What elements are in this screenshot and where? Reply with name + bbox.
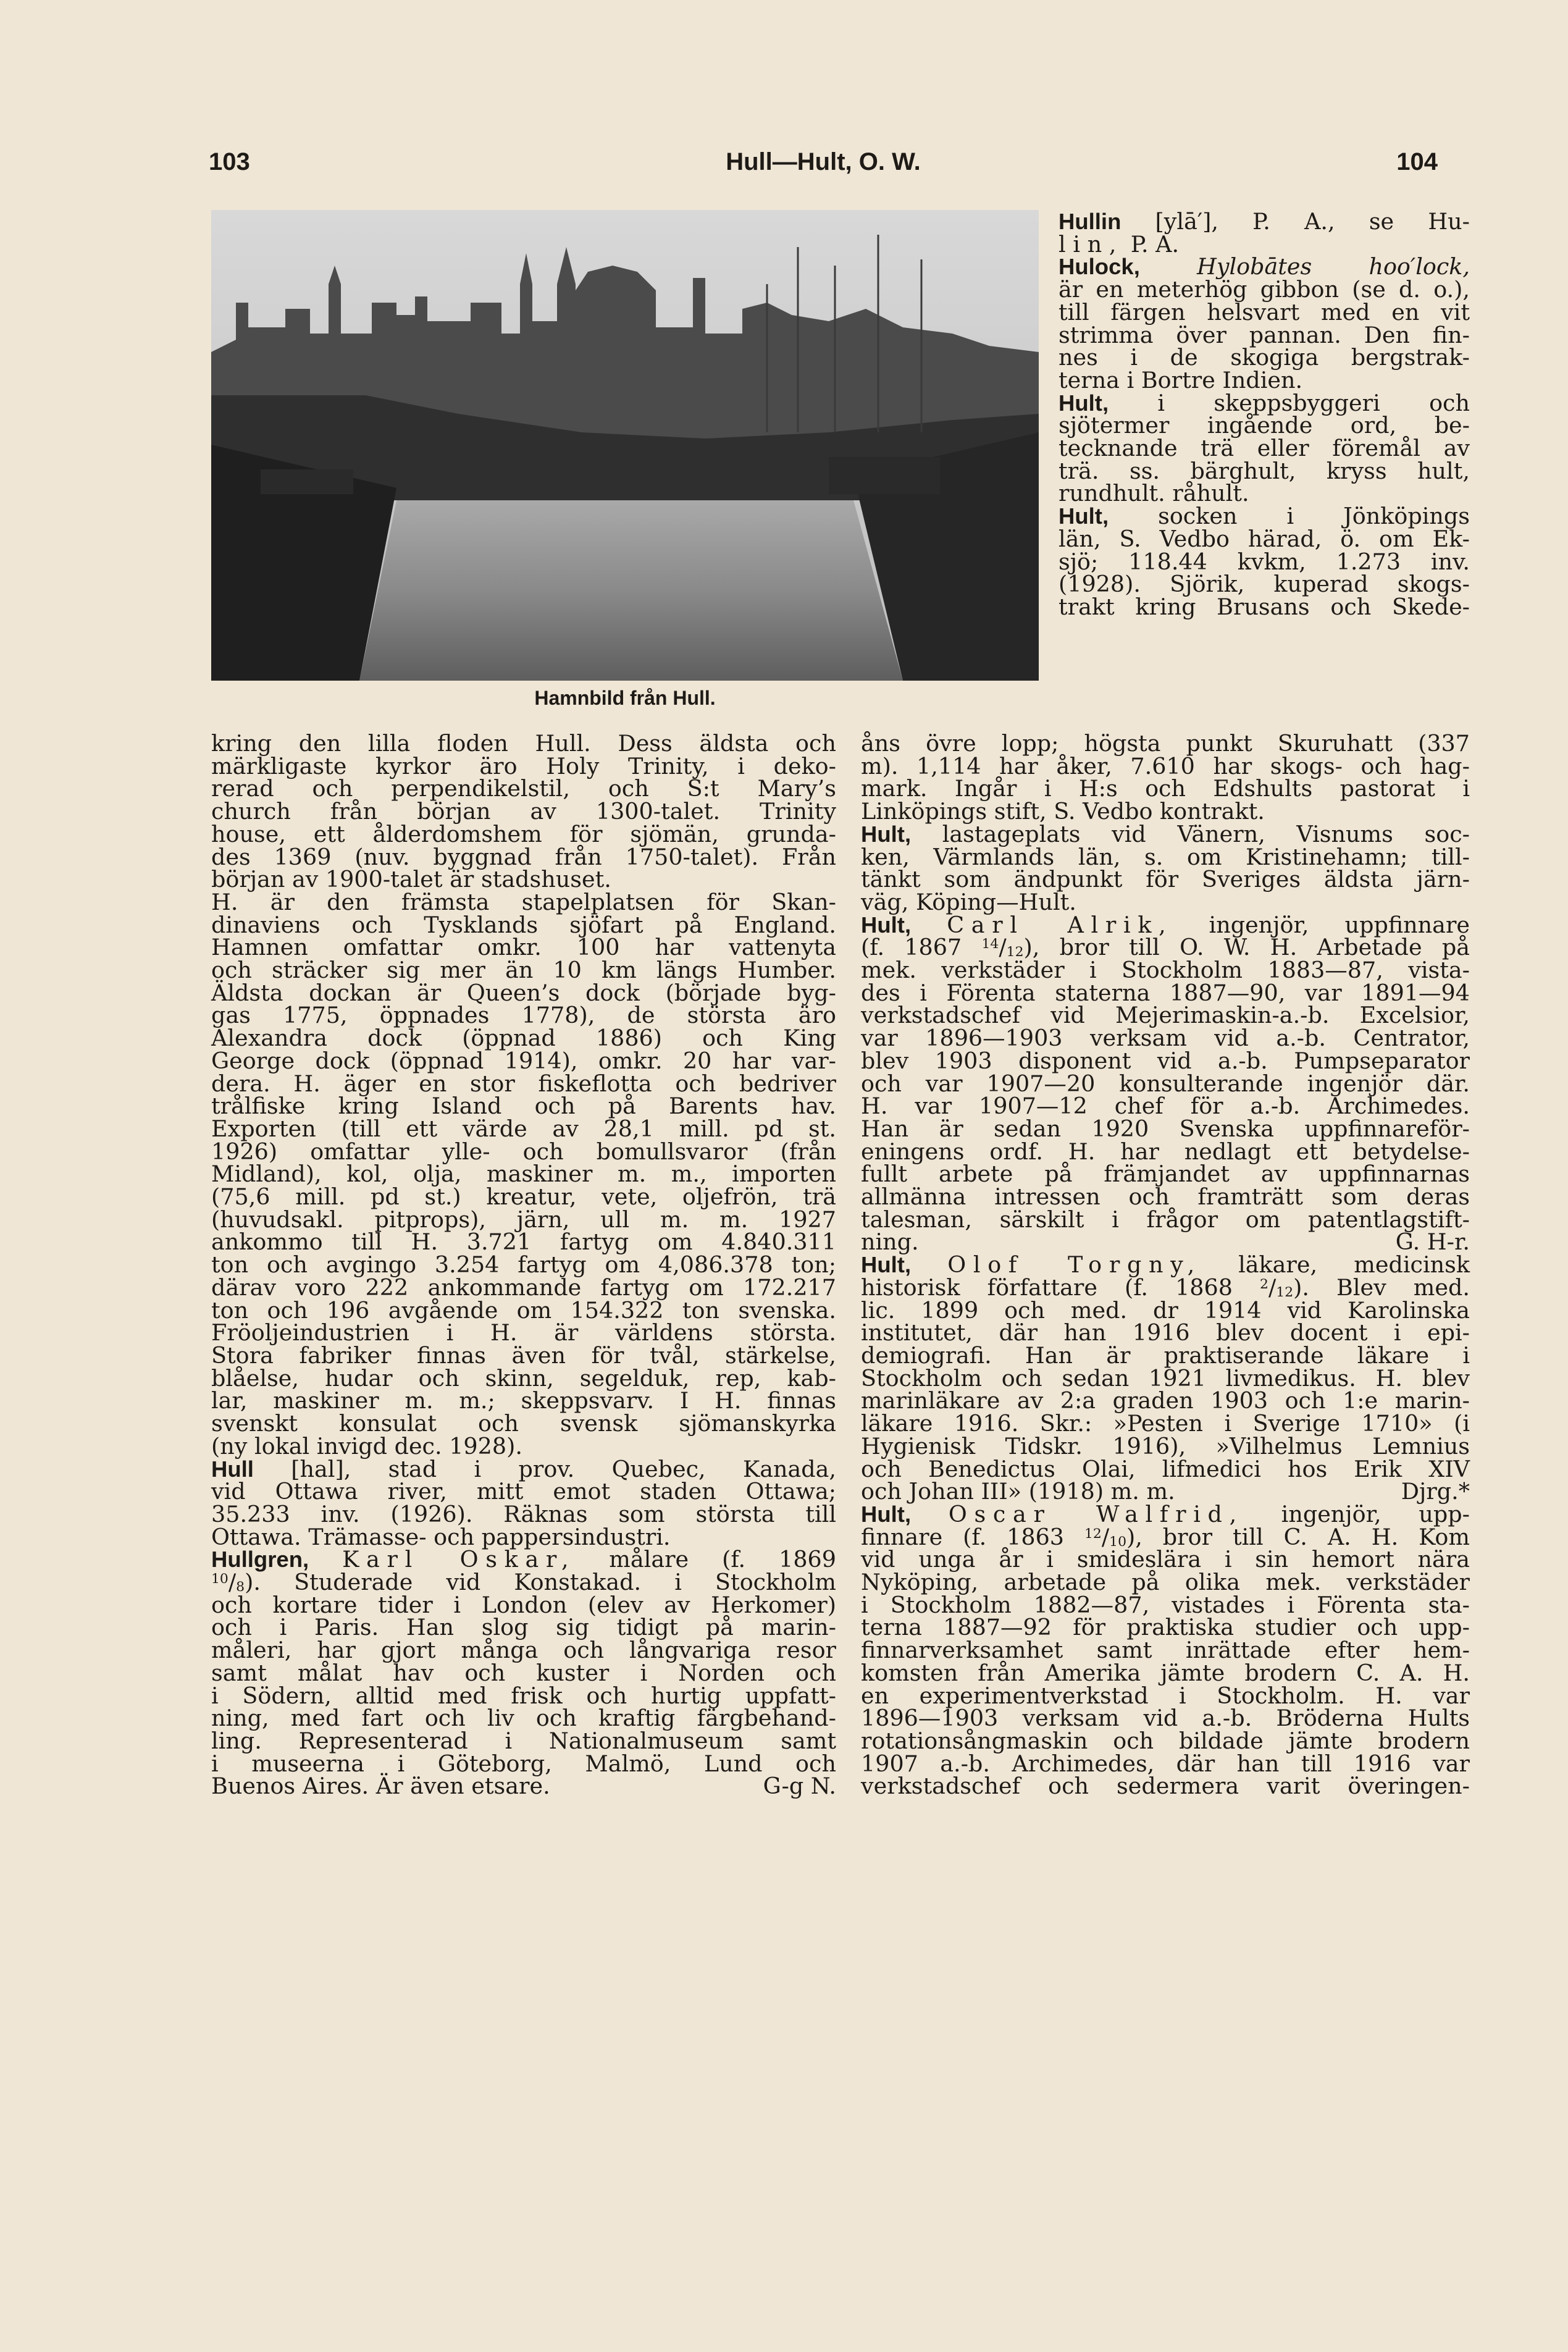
entry-hult-oscar-line-2: finnare (f. 1863 $^{12}/_{10}$), bror till C. A. H. Kom <box>861 1523 1470 1550</box>
text-line: läkare 1916. Skr.: »Pesten i Sverige 1710» (i <box>861 1410 1470 1437</box>
entry-hullgren-body <box>211 1591 836 1777</box>
headword-hullin: Hullin <box>1059 209 1121 234</box>
text-line: i museerna i Göteborg, Malmö, Lund och <box>211 1750 836 1777</box>
text-line: fullt arbete på främjandet av uppfinnarnas <box>861 1161 1470 1188</box>
text-line: är en meterhög gibbon (se d. o.), <box>1059 276 1470 303</box>
entry-hull-line: vid Ottawa river, mitt emot staden Ottawa; <box>211 1478 836 1505</box>
headword-hullgren: Hullgren, <box>211 1547 309 1573</box>
entry-hult-olof-line-2: historisk författare (f. 1868 $^2/_{12}$). Blev med. <box>861 1274 1470 1301</box>
entry-hult-3-line-1: Hult, lastageplats vid Vänern, Visnums soc- <box>861 820 1470 847</box>
signature: Djrg.* <box>1401 1478 1470 1505</box>
text-line: sjötermer ingående ord, be- <box>1059 412 1470 439</box>
text-line: åns övre lopp; högsta punkt Skuruhatt (337 <box>861 730 1470 757</box>
entry-hult-carl-last: ning. G. H-r. <box>861 1228 1470 1256</box>
entry-hult-olof-body <box>861 1296 1470 1482</box>
headword-hulock: Hulock, <box>1059 254 1140 280</box>
text-line: svenskt konsulat och svensk sjömanskyrka <box>211 1410 836 1437</box>
text-line: blev 1903 disponent vid a.-b. Pumpseparator <box>861 1047 1470 1074</box>
text-line: och kortare tider i London (elev av Herkomer) <box>211 1591 836 1618</box>
text-line: tänkt som ändpunkt för Sveriges äldsta järn- <box>861 866 1470 893</box>
text-line: måleri, har gjort många och långvariga resor <box>211 1637 836 1664</box>
entry-hult-oscar-body <box>861 1548 1470 1798</box>
text-line: terna i Bortre Indien. <box>1059 366 1303 393</box>
text-line: till färgen helsvart med en vit <box>1059 298 1470 326</box>
text-line: var 1896—1903 verksam vid a.-b. Centrator, <box>861 1025 1470 1052</box>
text-line: ken, Värmlands län, s. om Kristinehamn; till- <box>861 843 1470 870</box>
text-line: marinläkare av 2:a graden 1903 och 1:e marin- <box>861 1387 1470 1414</box>
text-line: talesman, särskilt i frågor om patentlagstift- <box>861 1206 1470 1233</box>
text-line: dera. H. äger en stor fiskeflotta och bedriver <box>211 1070 836 1097</box>
text-line: komsten från Amerika jämte brodern C. A. H. <box>861 1659 1470 1686</box>
headword-hult: Hult, <box>861 912 912 938</box>
text-line: lic. 1899 och med. dr 1914 vid Karolinska <box>861 1296 1470 1324</box>
harbor-photo-drawing <box>211 210 1039 681</box>
text-line: (1928). Sjörik, kuperad skogs- <box>1059 571 1470 598</box>
entry-hult-olof-line-1: Hult, Olof Torgny, läkare, medicinsk <box>861 1251 1470 1279</box>
text-line: Fröoljeindustrien i H. är världens största. <box>211 1319 836 1346</box>
entry-hullin-line-2: lin, P. A. <box>1059 230 1180 258</box>
text-line: och sträcker sig mer än 10 km längs Humber. <box>211 957 836 984</box>
text-line: och var 1907—20 konsulterande ingenjör där. <box>861 1070 1470 1097</box>
entry-hult-2-line-1: Hult, socken i Jönköpings <box>1059 503 1470 530</box>
headword-hult: Hult, <box>861 1252 912 1278</box>
text-line: trakt kring Brusans och Skede- <box>1059 593 1470 620</box>
text-line: rotationsångmaskin och bildade jämte brodern <box>861 1727 1470 1754</box>
text-line: Stockholm och sedan 1921 livmedikus. H. blev <box>861 1364 1470 1392</box>
headword-hult: Hult, <box>861 821 912 847</box>
text-line: George dock (öppnad 1914), omkr. 20 har var- <box>211 1047 836 1074</box>
text-line: märkligaste kyrkor äro Holy Trinity, i deko- <box>211 752 836 779</box>
entry-hult-2-narrow <box>1059 525 1470 620</box>
signature: G-g N. <box>763 1773 836 1800</box>
text-line: Stora fabriker finnas även för tvål, stärkelse, <box>211 1342 836 1369</box>
text-line: Midland), kol, olja, maskiner m. m., importen <box>211 1161 836 1188</box>
headword-hult: Hult, <box>861 1501 912 1527</box>
text-line: väg, Köping—Hult. <box>861 888 1076 915</box>
text-line: (ny lokal invigd dec. 1928). <box>211 1432 522 1460</box>
entry-hult-3-body <box>861 843 1470 915</box>
signature: G. H-r. <box>1395 1228 1470 1256</box>
text-line: början av 1900-talet är stadshuset. <box>211 866 611 893</box>
text-line: verkstadschef och sedermera varit överingen- <box>861 1773 1470 1800</box>
page-header <box>209 148 1438 185</box>
text-line: rerad och perpendikelstil, och S:t Mary’s <box>211 775 836 802</box>
text-line: ton och 196 avgående om 154.322 ton svenska. <box>211 1296 836 1324</box>
entry-hull-line: 35.233 inv. (1926). Räknas som största till <box>211 1500 836 1527</box>
headword-hult: Hult, <box>1059 390 1109 416</box>
text-line: nes i de skogiga bergstrak- <box>1059 344 1470 371</box>
text-line: finnarverksamhet samt inrättade efter hem- <box>861 1637 1470 1664</box>
right-column-top <box>1059 208 1470 620</box>
figure-caption: Hamnbild från Hull. <box>534 687 716 709</box>
entry-hult-carl-line-1: Hult, Carl Alrik, ingenjör, uppfinnare <box>861 911 1470 938</box>
entry-hult-olof-last: och Johan III» (1918) m. m. Djrg.* <box>861 1478 1470 1505</box>
text-line: institutet, där han 1916 blev docent i epi- <box>861 1319 1470 1346</box>
text-line: mek. verkstäder i Stockholm 1883—87, vista- <box>861 957 1470 984</box>
page-number-left: 103 <box>209 148 250 175</box>
text-line: (huvudsakl. pitprops), järn, ull m. m. 1927 <box>211 1206 836 1233</box>
entry-hult-2-body <box>861 730 1470 825</box>
text-line: tecknande trä eller föremål av <box>1059 435 1470 462</box>
text-line: allmänna intressen och framträtt som deras <box>861 1183 1470 1211</box>
text-line: des i Förenta staterna 1887—90, var 1891—94 <box>861 979 1470 1006</box>
entry-hult-oscar-line-1: Hult, Oscar Walfrid, ingenjör, upp- <box>861 1500 1470 1527</box>
headword-hult: Hult, <box>1059 503 1109 529</box>
headword-hull: Hull <box>211 1456 254 1482</box>
text-line: (75,6 mill. pd st.) kreatur, vete, oljefrön, trä <box>211 1183 836 1211</box>
text-line: eningens ordf. H. har nedlagt ett betydelse- <box>861 1138 1470 1165</box>
text-line: gas 1775, öppnades 1778), de största äro <box>211 1002 836 1029</box>
text-line: lar, maskiner m. m.; skeppsvarv. I H. finnas <box>211 1387 836 1414</box>
text-line: house, ett ålderdomshem för sjömän, grunda- <box>211 820 836 847</box>
text-line: ning, med fart och liv och kraftig färgbehand- <box>211 1705 836 1732</box>
entry-hulock-line-1: Hulock, Hylobātes hoo′lock, <box>1059 253 1470 280</box>
text-line: ling. Representerad i Nationalmuseum samt <box>211 1727 836 1754</box>
text-line: trä. ss. bärghult, kryss hult, <box>1059 457 1470 484</box>
entry-hull-line-1: Hull [hal], stad i prov. Quebec, Kanada, <box>211 1455 836 1482</box>
text-line: terna 1887—92 för praktiska studier och upp- <box>861 1614 1470 1641</box>
text-line: Nyköping, arbetade på olika mek. verkstäder <box>861 1569 1470 1596</box>
text-line: trålfiske kring Island och på Barents hav. <box>211 1093 836 1120</box>
entry-hult-1-body <box>1059 414 1470 505</box>
left-column-text <box>211 730 836 1460</box>
text-line: i Stockholm 1882—87, vistades i Förenta sta- <box>861 1591 1470 1618</box>
text-line: des 1369 (nuv. byggnad från 1750-talet). Från <box>211 843 836 870</box>
right-column <box>861 730 1470 1800</box>
text-line: 1907 a.-b. Archimedes, där han till 1916 var <box>861 1750 1470 1777</box>
entry-hult-1-line-1: Hult, i skeppsbyggeri och <box>1059 389 1470 416</box>
text-line: rundhult. råhult. <box>1059 480 1249 507</box>
text-line: ankommo till H. 3.721 fartyg om 4.840.311 <box>211 1228 836 1256</box>
text-line: H. var 1907—12 chef för a.-b. Archimedes. <box>861 1093 1470 1120</box>
text-line: Hygienisk Tidskr. 1916), »Vilhelmus Lemnius <box>861 1432 1470 1460</box>
text-line: 1926) omfattar ylle- och bomullsvaror (från <box>211 1138 836 1165</box>
text-line: dinaviens och Tysklands sjöfart på England. <box>211 911 836 938</box>
text-line: church från början av 1300-talet. Trinity <box>211 798 836 825</box>
text-line: därav voro 222 ankommande fartyg om 172.217 <box>211 1274 836 1301</box>
text-line: samt målat hav och kuster i Norden och <box>211 1659 836 1686</box>
entry-hull-line: Ottawa. Trämasse- och pappersindustri. <box>211 1523 671 1550</box>
text-line: strimma över pannan. Den fin- <box>1059 321 1470 348</box>
text-line: Hamnen omfattar omkr. 100 har vattenyta <box>211 934 836 961</box>
left-column <box>211 730 836 1800</box>
text-line: 1896—1903 verksam vid a.-b. Bröderna Hults <box>861 1705 1470 1732</box>
text-line: Äldsta dockan är Queen’s dock (började byg- <box>211 979 836 1006</box>
text-line: mark. Ingår i H:s och Edshults pastorat i <box>861 775 1470 802</box>
text-line: län, S. Vedbo härad, ö. om Ek- <box>1059 525 1470 552</box>
text-line: och i Paris. Han slog sig tidigt på marin- <box>211 1614 836 1641</box>
running-title: Hull—Hult, O. W. <box>726 148 921 175</box>
harbor-photo <box>211 210 1039 681</box>
page-number-right: 104 <box>1396 148 1438 175</box>
text-line: verkstadschef vid Mejerimaskin-a.-b. Excelsior, <box>861 1002 1470 1029</box>
entry-hullgren-line-2: $^{10}/_8$). Studerade vid Konstakad. i Stockholm <box>211 1569 836 1596</box>
text-line: m). 1,114 har åker, 7.610 har skogs- och hag- <box>861 752 1470 779</box>
text-line: Exporten (till ett värde av 28,1 mill. pd st. <box>211 1115 836 1142</box>
entry-hult-carl-body <box>861 959 1470 1231</box>
text-line: Han är sedan 1920 Svenska uppfinnareför- <box>861 1115 1470 1142</box>
text-line: vid unga år i smideslära i sin hemort nära <box>861 1546 1470 1573</box>
text-line: ton och avgingo 3.254 fartyg om 4,086.378 ton; <box>211 1251 836 1279</box>
entry-hult-carl-line-2: (f. 1867 $^{14}/_{12}$), bror till O. W. H. Arbetade på <box>861 934 1470 961</box>
text-line: Linköpings stift, S. Vedbo kontrakt. <box>861 798 1265 825</box>
text-line: demiografi. Han är praktiserande läkare i <box>861 1342 1470 1369</box>
entry-hulock-body <box>1059 276 1470 393</box>
text-line: H. är den främsta stapelplatsen för Skan- <box>211 888 836 915</box>
text-line: en experimentverkstad i Stockholm. H. var <box>861 1682 1470 1709</box>
entry-hullgren-line-1: Hullgren, Karl Oskar, målare (f. 1869 <box>211 1546 836 1573</box>
entry-hullin-line-1: Hullin [ylā′], P. A., se Hu- <box>1059 208 1470 235</box>
text-line: sjö; 118.44 kvkm, 1.273 inv. <box>1059 548 1470 575</box>
entry-hullgren-last: Buenos Aires. Är även etsare. G-g N. <box>211 1773 836 1800</box>
text-line: i Södern, alltid med frisk och hurtig uppfatt- <box>211 1682 836 1709</box>
text-line: och Benedictus Olai, lifmedici hos Erik XIV <box>861 1455 1470 1482</box>
text-line: Alexandra dock (öppnad 1886) och King <box>211 1025 836 1052</box>
text-line: kring den lilla floden Hull. Dess äldsta och <box>211 730 836 757</box>
text-line: blåelse, hudar och skinn, segelduk, rep, kab- <box>211 1364 836 1392</box>
